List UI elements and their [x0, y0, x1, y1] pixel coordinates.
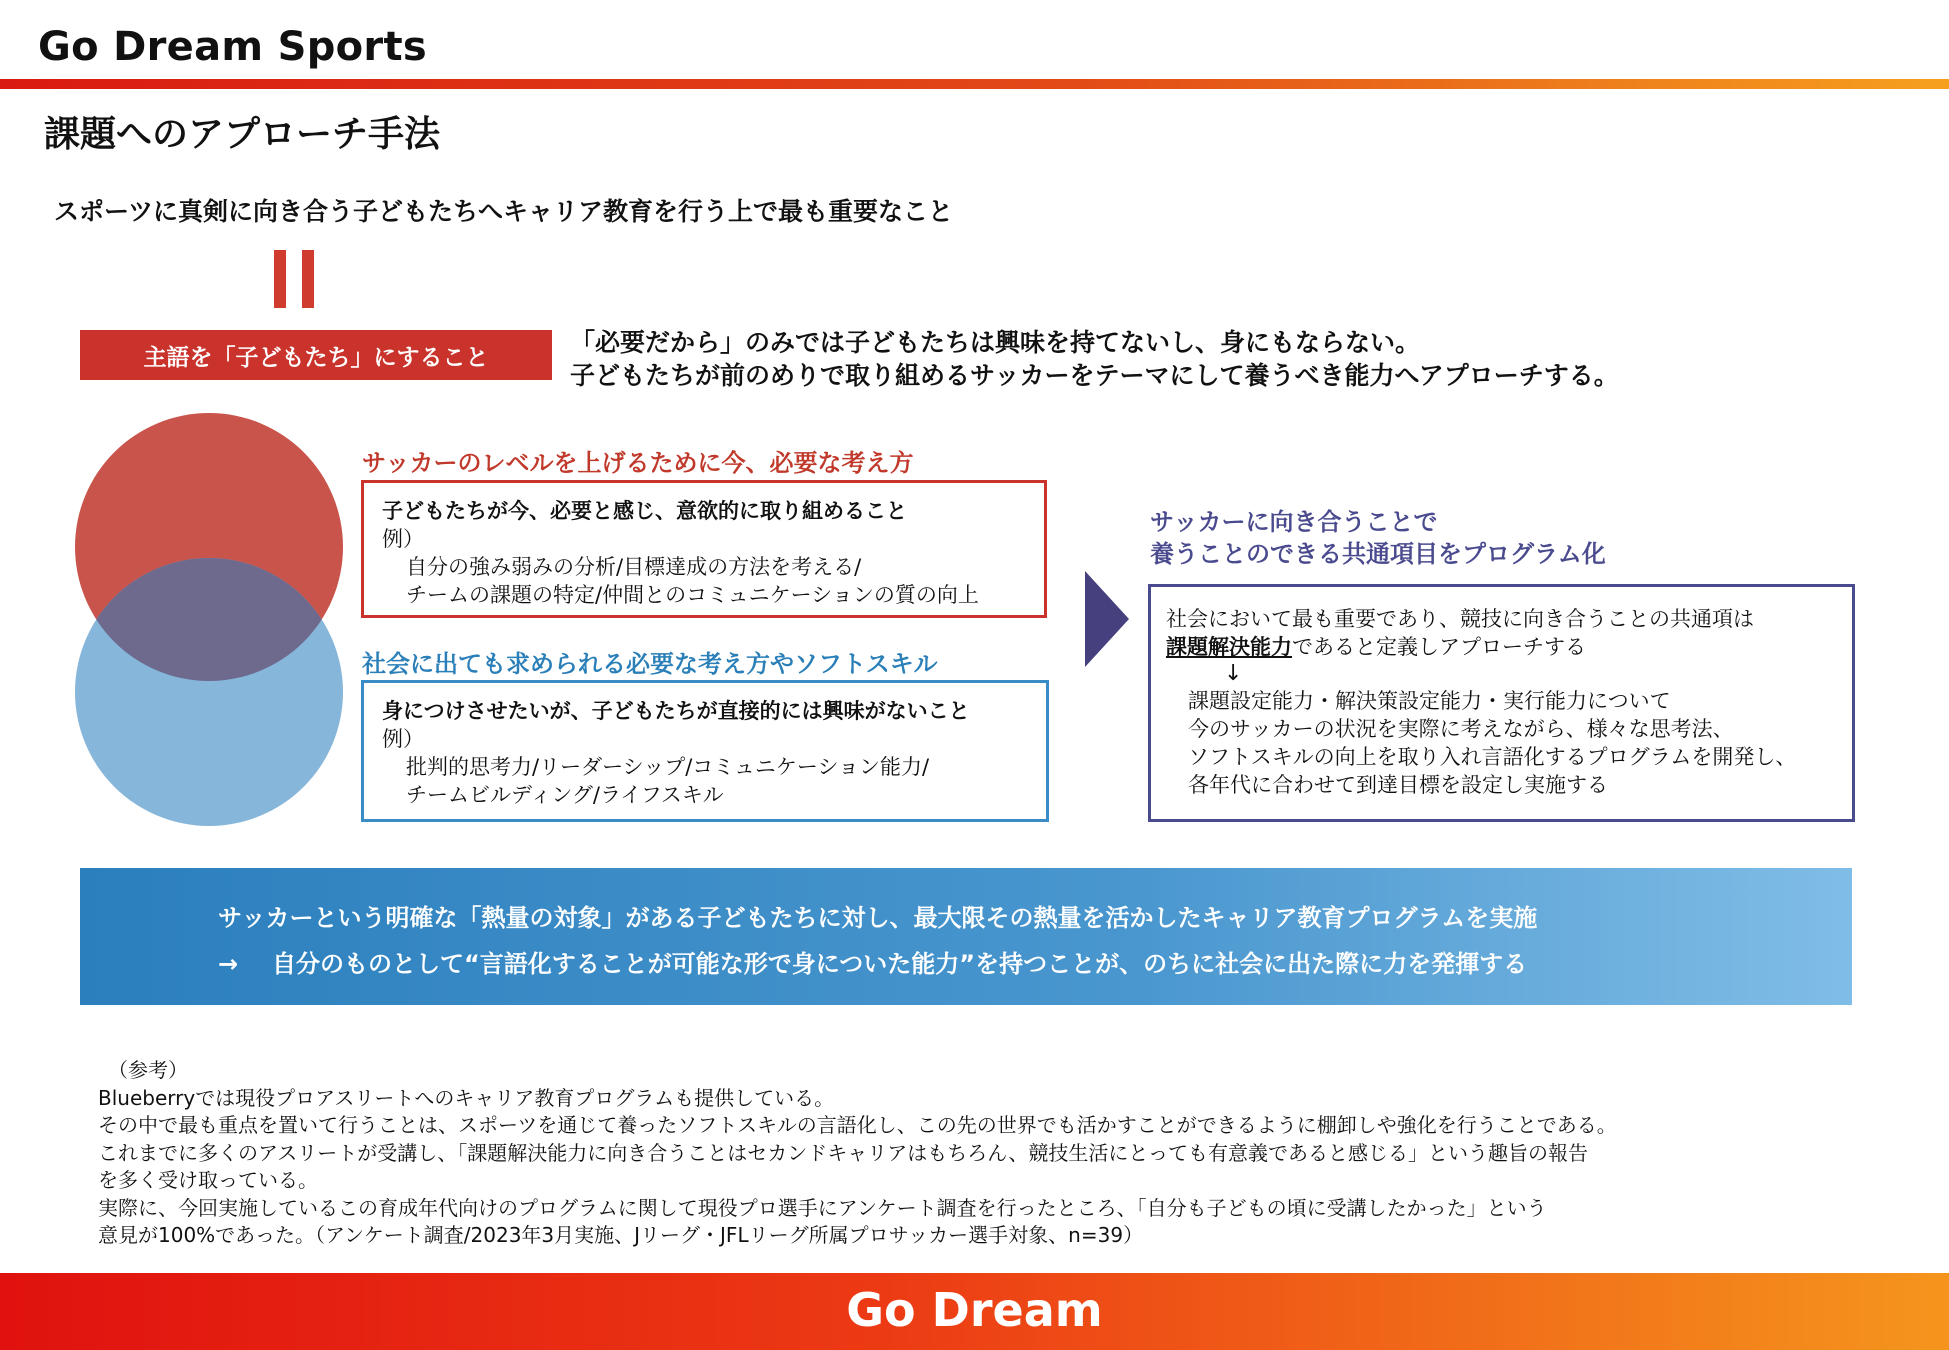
red-section-example-label: 例） — [382, 527, 424, 551]
banner-conclusion: 自分のものとして“言語化することが可能な形で身についた能力”を持つことが、のちに社会に出た際に力を発揮する — [272, 950, 1528, 978]
subject-badge: 主語を「子どもたち」にすること — [80, 330, 552, 380]
purple-section-heading — [1150, 506, 1606, 570]
purple-definition-rest: であると定義しアプローチする — [1292, 635, 1586, 659]
notes-line: 意見が100%であった。（アンケート調査/2023年3月実施、Jリーグ・JFLリーグ所属プロサッカー選手対象、n=39） — [98, 1223, 1144, 1247]
equals-mark-icon — [272, 250, 316, 308]
red-section-heading: サッカーのレベルを上げるために今、必要な考え方 — [362, 449, 914, 477]
purple-detail: 課題設定能力・解決策設定能力・実行能力について — [1188, 689, 1671, 713]
notes-heading: （参考） — [108, 1058, 188, 1082]
banner-line: サッカーという明確な「熱量の対象」がある子どもたちに対し、最大限その熱量を活かしたキャリア教育プログラムを実施 — [218, 904, 1538, 932]
red-section-lead: 子どもたちが今、必要と感じ、意欲的に取り組めること — [382, 499, 907, 523]
purple-heading-line: 養うことのできる共通項目をプログラム化 — [1150, 540, 1606, 568]
notes-line: その中で最も重点を置いて行うことは、スポーツを通じて養ったソフトスキルの言語化し、この先の世界でも活かすことができるように棚卸しや強化を行うことである。 — [98, 1113, 1617, 1137]
purple-definition — [1166, 633, 1796, 661]
summary-banner — [80, 868, 1852, 1005]
red-section-box — [361, 480, 1047, 618]
purple-heading-line: サッカーに向き合うことで — [1150, 508, 1438, 536]
purple-detail: ソフトスキルの向上を取り入れ言語化するプログラムを開発し、 — [1188, 745, 1797, 769]
red-section-item: 自分の強み弱みの分析/目標達成の方法を考える/ — [406, 555, 862, 579]
purple-detail: 今のサッカーの状況を実際に考えながら、様々な思考法、 — [1188, 717, 1734, 741]
right-arrow-icon — [1085, 571, 1129, 667]
blue-section-box — [361, 680, 1049, 822]
header-gradient-bar — [0, 79, 1949, 89]
blue-section-lead: 身につけさせたいが、子どもたちが直接的には興味がないこと — [382, 699, 970, 723]
lead-statement: スポーツに真剣に向き合う子どもたちへキャリア教育を行う上で最も重要なこと — [54, 197, 954, 226]
subject-explanation-line: 「必要だから」のみでは子どもたちは興味を持てないし、身にもならない。 — [570, 328, 1421, 357]
footer-logo: Go Dream — [846, 1283, 1103, 1337]
blue-section-item: チームビルディング/ライフスキル — [406, 783, 724, 807]
venn-diagram — [72, 410, 352, 830]
down-arrow-icon: ↓ — [1224, 661, 1243, 686]
banner-line — [218, 944, 1527, 979]
blue-section-heading: 社会に出ても求められる必要な考え方やソフトスキル — [362, 650, 938, 678]
red-section-item: チームの課題の特定/仲間とのコミュニケーションの質の向上 — [406, 583, 979, 607]
footer-bar — [0, 1273, 1949, 1350]
arrow-icon: → — [218, 950, 239, 978]
page-title: 課題へのアプローチ手法 — [44, 114, 441, 155]
brand-title: Go Dream Sports — [38, 24, 427, 70]
notes-line: 実際に、今回実施しているこの育成年代向けのプログラムに関して現役プロ選手にアンケート調査を行ったところ、「自分も子どもの頃に受講したかった」という — [98, 1195, 1547, 1220]
purple-section-box — [1148, 584, 1855, 822]
notes-line: を多く受け取っている。 — [98, 1168, 318, 1192]
notes-line: Blueberryでは現役プロアスリートへのキャリア教育プログラムも提供している。 — [98, 1085, 835, 1110]
subject-explanation — [570, 326, 1619, 392]
purple-line: 社会において最も重要であり、競技に向き合うことの共通項は — [1166, 607, 1754, 631]
notes-line: これまでに多くのアスリートが受講し、「課題解決能力に向き合うことはセカンドキャリアはもちろん、競技生活にとっても有意義であると感じる」という趣旨の報告 — [98, 1140, 1588, 1165]
subject-explanation-line: 子どもたちが前のめりで取り組めるサッカーをテーマにして養うべき能力へアプローチする。 — [570, 361, 1619, 390]
blue-section-item: 批判的思考力/リーダーシップ/コミュニケーション能力/ — [406, 755, 930, 779]
reference-notes — [98, 1057, 1617, 1250]
purple-detail: 各年代に合わせて到達目標を設定し実施する — [1188, 773, 1608, 797]
blue-section-example-label: 例） — [382, 727, 424, 751]
key-term: 課題解決能力 — [1166, 635, 1292, 659]
